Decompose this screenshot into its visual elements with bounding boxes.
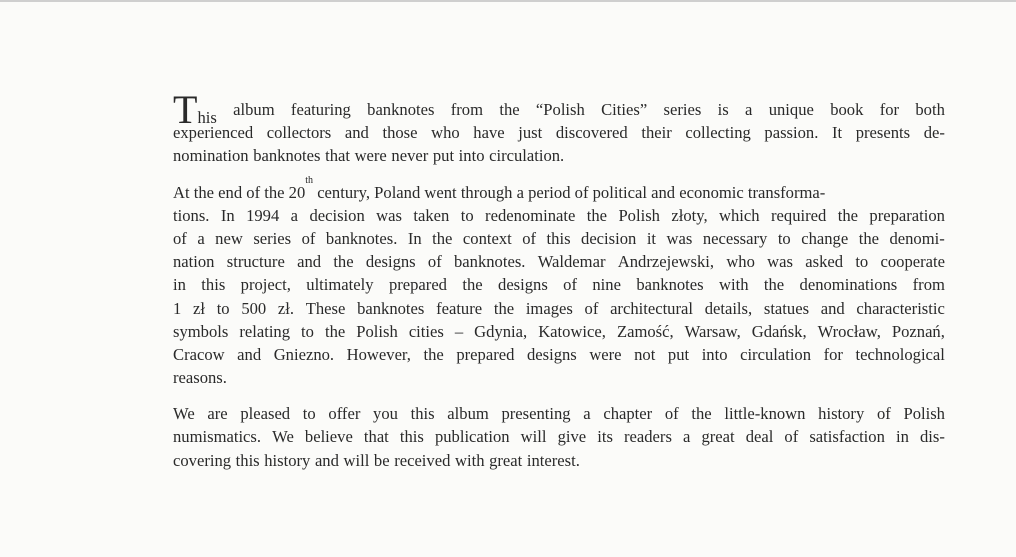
word: who xyxy=(726,252,755,272)
word: Katowice, xyxy=(538,321,606,341)
word: from xyxy=(912,275,945,295)
word: unique xyxy=(768,100,814,119)
word: “Polish xyxy=(535,100,585,119)
word: passion. xyxy=(764,123,819,143)
word: preparation xyxy=(869,205,945,225)
word: publication xyxy=(434,427,510,447)
word: Gdynia, xyxy=(474,321,528,341)
word: not xyxy=(634,344,656,364)
word: interest. xyxy=(526,450,580,470)
word: nation xyxy=(173,252,215,272)
paragraph-2-line-7 xyxy=(173,320,945,343)
word: Polish xyxy=(356,321,398,341)
word: believe xyxy=(304,427,353,447)
word: It xyxy=(831,123,843,143)
word: banknotes xyxy=(636,275,704,295)
word: the xyxy=(324,321,346,341)
word: this xyxy=(201,275,226,295)
word: These xyxy=(305,298,346,318)
word: prepared xyxy=(456,344,515,364)
word: of xyxy=(876,404,891,424)
word: its xyxy=(597,427,613,447)
word: just xyxy=(518,123,543,143)
paragraph-2-line-1-start: At the end of the 20 xyxy=(173,182,306,202)
word: will xyxy=(520,427,547,447)
word: their xyxy=(641,123,672,143)
paragraph-1-line-3 xyxy=(173,144,945,167)
word: in xyxy=(895,427,909,447)
word: and xyxy=(314,450,339,470)
word: Cities” xyxy=(601,100,648,119)
word: of xyxy=(522,228,537,248)
paragraph-2-line-3 xyxy=(173,227,945,250)
word: are xyxy=(207,404,228,424)
word: images xyxy=(525,298,573,318)
word: in xyxy=(173,275,186,295)
word: to xyxy=(216,298,230,318)
paragraph-1-line-2 xyxy=(173,121,945,144)
word: never xyxy=(391,146,429,166)
word: Polish xyxy=(903,404,945,424)
word: nomination xyxy=(173,146,249,166)
word: series xyxy=(663,100,702,119)
album-introduction-text xyxy=(173,87,945,472)
word: the xyxy=(691,404,712,424)
word: for xyxy=(823,344,843,364)
word: reasons. xyxy=(173,368,227,388)
word: banknotes. xyxy=(325,228,398,248)
word: pleased xyxy=(240,404,291,424)
word: the xyxy=(499,100,520,119)
word: the xyxy=(586,205,608,225)
word: series xyxy=(253,228,292,248)
word: 1994 xyxy=(246,205,280,225)
word: were xyxy=(354,146,387,166)
word: Zamość, xyxy=(616,321,674,341)
word: give xyxy=(557,427,587,447)
word: album xyxy=(233,100,275,119)
word: little-known xyxy=(724,404,806,424)
paragraph-2 xyxy=(173,174,945,390)
paragraph-1 xyxy=(173,87,945,168)
word: prepared xyxy=(388,275,447,295)
word: and xyxy=(344,123,369,143)
paragraph-2-line-9 xyxy=(173,366,945,389)
word: offer xyxy=(328,404,361,424)
word: feature xyxy=(436,298,483,318)
word: a xyxy=(682,427,691,447)
word: In xyxy=(407,228,422,248)
word: readers xyxy=(624,427,672,447)
word: de- xyxy=(923,123,945,143)
word: to xyxy=(301,321,314,341)
word: the xyxy=(858,228,879,248)
word: with xyxy=(454,450,485,470)
word: Gniezno. xyxy=(273,344,335,364)
word: satisfaction xyxy=(809,427,885,447)
word: denomi- xyxy=(889,228,945,248)
word: Wrocław, xyxy=(817,321,881,341)
word: architectural xyxy=(610,298,693,318)
word: into xyxy=(701,344,728,364)
word: will xyxy=(343,450,370,470)
word: this xyxy=(399,427,424,447)
word: change xyxy=(801,228,849,248)
word: symbols xyxy=(173,321,229,341)
paragraph-3 xyxy=(173,402,945,472)
word: denominations xyxy=(799,275,898,295)
word: deal xyxy=(745,427,774,447)
word: zł. xyxy=(277,298,295,318)
word: the xyxy=(333,252,354,272)
word: ultimately xyxy=(306,275,374,295)
word: those xyxy=(382,123,418,143)
word: necessary xyxy=(702,228,768,248)
word: Gdańsk, xyxy=(751,321,807,341)
word: both xyxy=(915,100,945,119)
word: that xyxy=(363,427,389,447)
word: designs xyxy=(365,252,416,272)
word: into xyxy=(458,146,485,166)
word: banknotes xyxy=(357,298,425,318)
word: required xyxy=(771,205,827,225)
paragraph-2-line-4 xyxy=(173,250,945,273)
word: of xyxy=(301,228,316,248)
word: that xyxy=(325,146,350,166)
word: 1 xyxy=(173,298,182,318)
word: cities xyxy=(408,321,444,341)
word: to xyxy=(302,404,316,424)
word: this xyxy=(546,228,571,248)
word: a xyxy=(745,100,753,119)
word: Andrzejewski, xyxy=(617,252,715,272)
word: designs xyxy=(526,344,577,364)
word: which xyxy=(719,205,760,225)
word: collecting xyxy=(685,123,751,143)
word: this xyxy=(235,450,260,470)
word: be xyxy=(373,450,390,470)
page-top-edge xyxy=(0,0,1016,2)
word: presenting xyxy=(501,404,571,424)
paragraph-2-line-2 xyxy=(173,204,945,227)
word: album xyxy=(447,404,489,424)
word: characteristic xyxy=(856,298,945,318)
word: you xyxy=(373,404,398,424)
paragraph-3-line-2 xyxy=(173,425,945,448)
word: and xyxy=(820,298,845,318)
word: to xyxy=(855,252,869,272)
word: this xyxy=(410,404,435,424)
word: with xyxy=(719,275,749,295)
word: history xyxy=(818,404,865,424)
paragraph-2-line-8 xyxy=(173,343,945,366)
word: is xyxy=(717,100,729,119)
word: great xyxy=(701,427,735,447)
word: context xyxy=(462,228,512,248)
word: details, xyxy=(704,298,753,318)
word: the xyxy=(763,275,785,295)
word: banknotes. xyxy=(454,252,526,272)
word: of xyxy=(784,427,799,447)
word: structure xyxy=(226,252,285,272)
word: put xyxy=(667,344,690,364)
word: discovered xyxy=(555,123,628,143)
word: and xyxy=(297,252,322,272)
ordinal-superscript: th xyxy=(305,174,314,186)
word: zł xyxy=(193,298,205,318)
paragraph-3-line-1 xyxy=(173,402,945,425)
word: dis- xyxy=(919,427,945,447)
word: numismatics. xyxy=(173,427,262,447)
paragraph-1-line-1 xyxy=(173,87,945,132)
word: received xyxy=(394,450,451,470)
word: was xyxy=(666,228,693,248)
word: a xyxy=(583,404,591,424)
word: put xyxy=(432,146,455,166)
word: We xyxy=(173,404,195,424)
word: cooperate xyxy=(880,252,945,272)
word: of xyxy=(664,404,679,424)
paragraph-3-line-3 xyxy=(173,449,945,472)
word: it xyxy=(646,228,657,248)
word: circulation. xyxy=(489,146,565,166)
word: was xyxy=(376,205,402,225)
drop-cap-letter: T xyxy=(173,87,198,132)
word: the xyxy=(462,275,483,295)
word: asked xyxy=(805,252,844,272)
word: relating xyxy=(239,321,291,341)
word: redenominate xyxy=(485,205,576,225)
word: for xyxy=(879,100,900,119)
word: of xyxy=(427,252,442,272)
word: presents xyxy=(855,123,911,143)
paragraph-2-line-1-end: century, Poland went through a period of political and economic transforma- xyxy=(313,182,826,202)
word: chapter xyxy=(603,404,653,424)
word: Cracow xyxy=(173,344,225,364)
word: Polish xyxy=(618,205,660,225)
word: were xyxy=(589,344,622,364)
paragraph-1-first-word xyxy=(173,87,217,132)
word: project, xyxy=(240,275,291,295)
word: taken xyxy=(413,205,450,225)
word: new xyxy=(215,228,243,248)
word: a xyxy=(197,228,205,248)
word: In xyxy=(220,205,235,225)
word: Poznań, xyxy=(891,321,945,341)
word: experienced xyxy=(173,123,254,143)
word: tions. xyxy=(173,205,210,225)
word: book xyxy=(830,100,864,119)
word: decision xyxy=(581,228,637,248)
word: the xyxy=(423,344,444,364)
word: have xyxy=(473,123,505,143)
word: a xyxy=(290,205,299,225)
word: designs xyxy=(498,275,548,295)
word: history xyxy=(264,450,311,470)
word: and xyxy=(237,344,262,364)
paragraph-2-line-5 xyxy=(173,273,945,296)
word: złoty, xyxy=(671,205,708,225)
word: 500 xyxy=(241,298,267,318)
word: great xyxy=(489,450,523,470)
word: the xyxy=(837,205,858,225)
word: However, xyxy=(346,344,411,364)
word: circulation xyxy=(740,344,812,364)
word: banknotes xyxy=(253,146,321,166)
word: technological xyxy=(855,344,945,364)
word: his xyxy=(197,108,217,127)
word: of xyxy=(584,298,599,318)
word: nine xyxy=(592,275,621,295)
word: from xyxy=(450,100,484,119)
word: of xyxy=(173,228,187,248)
paragraph-2-line-1 xyxy=(173,174,945,204)
word: We xyxy=(272,427,294,447)
word: to xyxy=(777,228,791,248)
word: collectors xyxy=(266,123,332,143)
word: statues xyxy=(763,298,810,318)
word: was xyxy=(767,252,793,272)
word: the xyxy=(432,228,453,248)
word: banknotes xyxy=(367,100,435,119)
word: Warsaw, xyxy=(684,321,741,341)
word: covering xyxy=(173,450,232,470)
paragraph-2-line-6 xyxy=(173,297,945,320)
word: of xyxy=(563,275,577,295)
word: featuring xyxy=(290,100,351,119)
word: the xyxy=(493,298,515,318)
word: Waldemar xyxy=(537,252,606,272)
word: – xyxy=(454,321,464,341)
word: decision xyxy=(309,205,365,225)
word: who xyxy=(431,123,460,143)
word: to xyxy=(460,205,474,225)
